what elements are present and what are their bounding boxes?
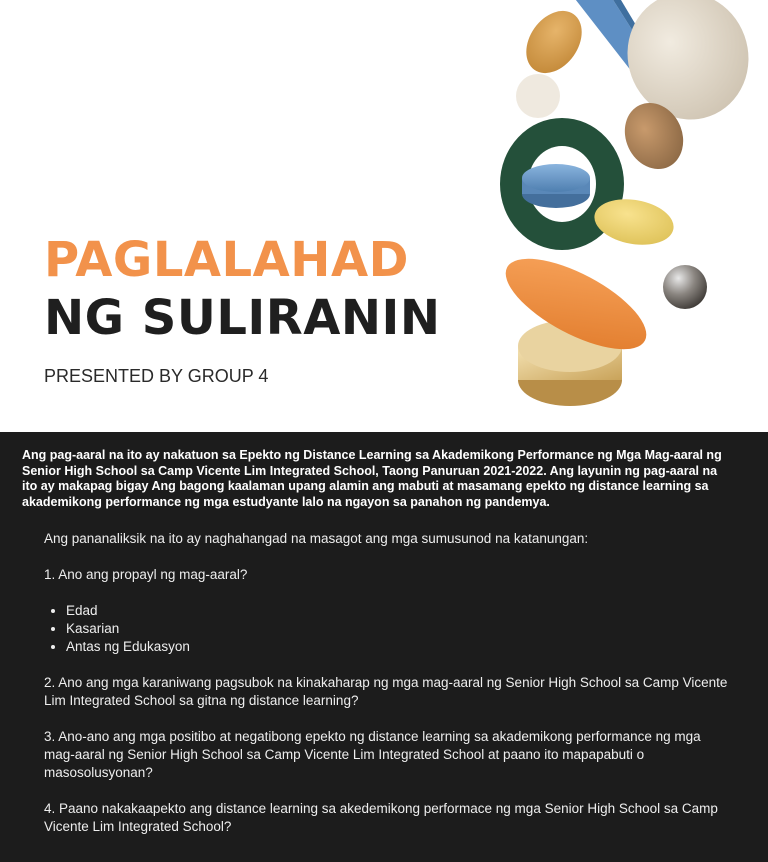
blue-puck-shape [522,164,590,208]
decorative-shapes-illustration [470,0,768,432]
profile-bullet-list [44,602,734,656]
amber-seed-shape [515,0,593,83]
lead-text: Ang pananaliksik na ito ay naghahangad na masagot ang mga sumusunod na katanungan: [44,531,589,546]
question-3: 3. Ano-ano ang mga positibo at negatibong epekto ng distance learning sa akademikong performance ng mga mag-aaral ng Senior High School sa Camp Vicente Lim Integrated School at paano ito mapapabuti o masosolusyonan? [44,729,701,780]
presenter-label: PRESENTED BY GROUP 4 [44,366,269,386]
title-line-1: PAGLALAHAD [44,232,409,288]
white-ball-shape [516,74,560,118]
question-4: 4. Paano nakakaapekto ang distance learning sa akedemikong performace ng mga Senior High School sa Camp Vicente Lim Integrated School? [44,801,718,834]
bullet-item: • Antas ng Edukasyon [66,638,734,656]
bullet-item: • Edad [66,602,734,620]
question-1: 1. Ano ang propayl ng mag-aaral? [44,567,248,582]
metal-ball-shape [663,265,707,309]
question-2: 2. Ano ang mga karaniwang pagsubok na kinakaharap ng mga mag-aaral ng Senior High School sa Camp Vicente Lim Integrated School sa gitna ng distance learning? [44,675,728,708]
questions-body [44,530,734,836]
title-line-2: NG SULIRANIN [44,290,441,346]
content-panel [0,432,768,862]
bullet-item: • Kasarian [66,620,734,638]
intro-paragraph: Ang pag-aaral na ito ay nakatuon sa Epekto ng Distance Learning sa Akademikong Performance ng Mga Mag-aaral ng Senior High School sa Camp Vicente Lim Integrated School, Taong Panuruan 2021-2022. Ang layunin ng pag-aaral na ito ay makapag bigay Ang bagong kaalaman upang alamin ang mabuti at masamang epekto ng distance learning sa akademikong performance ng mga estudyante lalo na ngayon sa panahon ng pandemya. [22,448,722,509]
